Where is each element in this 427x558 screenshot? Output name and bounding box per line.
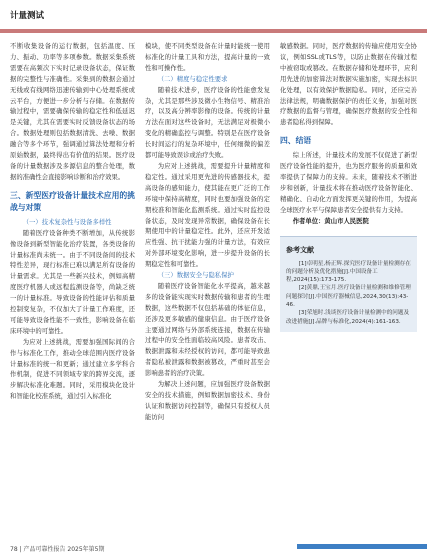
paragraph: 不断收集设备的运行数据，包括温度、压力、振动、功率等多项参数。数据采集系统需要在高频次下实时记录设备状态，保证数据的完整性与准确性。采集到的数据会通过无线或有线网络迅速传输到中心处理系统或云平台，方便进一步分析与存储。在数据传输过程中，需要确保传输的稳定性和低延迟是关键，尤其在需要实时反馈设备状态的场合。数据处理则包括数据清洗、去噪、数据融合等多个环节，强调通过算法处理和分析原始数据，最终得出有价值的结果。医疗设备的计量数据涉及多源信息的整合处理，数据的准确性会直接影响诊断和治疗效果。	[10, 43, 135, 181]
header-title: 计量测试	[10, 11, 45, 21]
header-divider	[0, 29, 427, 33]
paragraph: 综上所述，计量技术的发展不仅促进了新型医疗设备性能的提升，也为医疗服务的质量和效率提供了保障力的支持。未来，随着技术不断进步和创新，计量技术将在推动医疗设备智能化、精确化、自动化方面发挥更关键的作用，为提高全球医疗水平与保障患者安全提供有力支持。	[280, 152, 417, 214]
footer-page-info: 78 | 产品可靠性报告 2025年第5期	[10, 546, 105, 553]
subsection-heading: （三）数据安全与隐私保护	[157, 272, 234, 280]
references-title: 参考文献	[286, 245, 314, 254]
column-left	[10, 42, 135, 403]
subsection-heading: （一）技术复杂性与设备多样性	[22, 218, 112, 226]
reference-item: [2]黄鼎,王宝月.医疗设备计量检测和维修管理问题探讨[J].中国医疗器械信息,2024,30(13):43-46.	[286, 285, 411, 308]
references-box	[280, 236, 417, 332]
paragraph: 随着医疗设备种类不断增加，从传统影像设备到新型智能化治疗装置，各类设备的计量标准尚未统一。由于不同设备间的技术特性差异，现行标准已难以满足所有设备的计量需求。尤其是一些新兴技术，例如高精度医疗机器人或远程监测设备等，尚缺乏统一的计量标准。导致设备的性能评估和质量控制变复杂，不仅加大了计量工作难度，还可能导致设备性能不一致性，影响设备在临床环境中的可靠性。	[10, 229, 135, 335]
footer-accent-bar	[297, 544, 427, 549]
paragraph: 随着医疗设备智能化水平提高，越来越多的设备能实现实时数据传输和患者的生理数据，这些数据不仅包括基础的体征信息，还涉及更多敏感的健康信息。由于医疗设备主要通过网络与外部系统连接，数据在传输过程中的安全性面临较高风险。患者攻击、数据泄露和未经授权的访问，都可能导致患者隐私被泄露和数据被篡改，严重时甚至会影响患者的治疗决策。	[145, 282, 270, 378]
paragraph: 为应对上述挑战，需要提升计量精度和稳定性。通过采用更先进的传感器技术，提高设备的感知能力，使其能在更广泛的工作环境中保持高精度，同时也要加强设备的定期校准和智能化监测系统。通过实时监控设备状态，及时发现异常数据，确保设备在长期使用中的计量稳定性。此外，还应开发适应性强、抗干扰能力强的计量方法，有效应对外部环境变化影响，进一步提升设备的长期稳定性和可靠性。	[145, 162, 270, 269]
paragraph: 为应对上述挑战，需要加强国际间的合作与标准化工作，推动全球范围内医疗设备计量标准的统一和更新；通过建立多学科合作机制，促进不同领域专家的跨界交流，逐步解决标准化难题。同时，采用模块化设计和智能化校准系统，通过引入标准化	[10, 338, 135, 401]
reference-item: [3]荣旭时.浅谈医疗设备计量检测中的问题及改进措施[J].品牌与标准化,2024(4):161-163.	[286, 310, 410, 325]
column-right	[280, 42, 417, 332]
reference-item: [1]卓明星,杨正辉.探究医疗设备计量检测存在的问题分析及优化措施[J].中国设备工程,2024(15):173-175.	[286, 260, 411, 284]
page-footer	[0, 532, 427, 558]
section-heading: 三、新型医疗设备计量技术应用的挑战与对策	[10, 190, 135, 212]
paragraph: 为解决上述问题，应加强医疗设备数据安全的技术措施，例如数据加密技术、身份认证和数据访问控制等，确保只有授权人员能访问	[145, 381, 270, 421]
paragraph: 随着技术进步，医疗设备的性能愈发复杂，尤其是那些涉及微小生物信号、精准治疗，以及高分辨率影像的设备。传统的计量方法在面对这些设备时，无法满足对极微小变化的精确监控与调整。特别是在医疗设备长时间运行的复杂环境中，任何细微的偏差都可能导致误诊或治疗失败。	[145, 86, 270, 160]
section-heading: 四、结语	[280, 136, 312, 146]
paragraph: 模块，使不同类型设备在计量时能统一使用标准化的计量工具和方法，提高计量的一致性和可操作性。	[145, 43, 270, 72]
subsection-heading: （二）精度与稳定性要求	[157, 75, 228, 83]
column-middle	[145, 42, 270, 424]
page-header	[0, 0, 427, 34]
paragraph: 敏感数据。同时，医疗数据的传输应使用安全协议，例如SSL或TLS等，以防止数据在传输过程中被窃取或篡改。在数据存储和处理环节，应利用先进的加密算法对数据实施加密，实现去标识化处理，以有效保护数据隐私。同时，还应完善法律法规，明确数据保护的责任义务，加强对医疗数据的监督与管理，确保医疗数据的安全性和患者隐私得到保障。	[280, 43, 417, 127]
author-affiliation: 作者单位：黄山市人民医院	[292, 217, 369, 225]
